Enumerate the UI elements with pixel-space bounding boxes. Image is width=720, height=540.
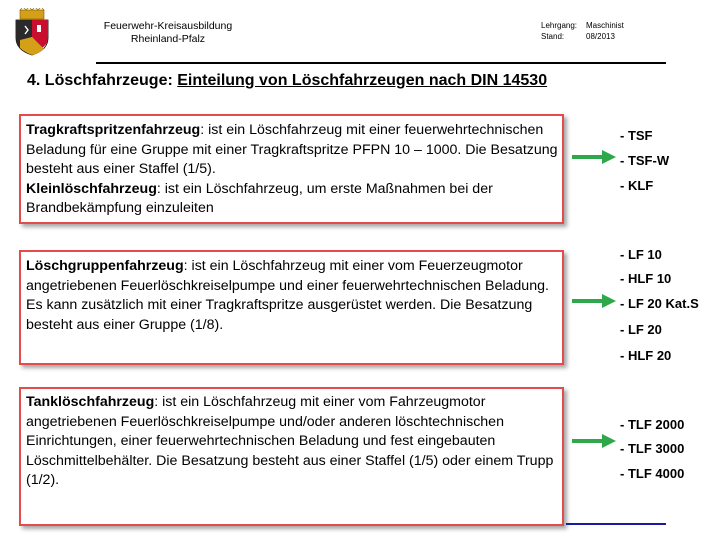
term-lf: Löschgruppenfahrzeug [26,258,184,274]
definition-tlf: : ist ein Löschfahrzeug mit einer vom Fahrzeugmotor angetriebenen Feuerlöschkreiselpumpe und/oder anderen löschtechnischen Einrichtungen, einer feuerwehrtechnischen Beladung und fest eingebauten Löschmittelbehälter. Die Besatzung besteht aus einer Staffel (1/5) oder einem Trupp (1/2). [26,394,554,489]
arrow-right-icon [572,434,616,448]
vehicle-tlf3000: - TLF 3000 [620,441,685,456]
vehicle-tlf4000: - TLF 4000 [620,466,685,481]
vehicle-lf10: - LF 10 [620,247,662,262]
vehicle-hlf20: - HLF 20 [620,348,672,363]
section-text-tlf [26,393,561,491]
term-tsf: Tragkraftspritzenfahrzeug [26,122,201,138]
course-label: Lehrgang: [541,21,578,30]
vehicle-tlf2000: - TLF 2000 [620,417,685,432]
definition-klf: : ist ein Löschfahrzeug, um erste Maßnahmen bei der Brandbekämpfung einzuleiten [26,180,493,217]
arrow-right-icon [572,294,616,308]
vehicle-hlf10: - HLF 10 [620,271,672,286]
course-value: Maschinist [586,21,624,30]
term-klf: Kleinlöschfahrzeug [26,180,157,197]
header-divider [96,62,666,64]
title-prefix: 4. Löschfahrzeuge: [27,72,178,89]
vehicle-tsf-w: - TSF-W [620,153,670,168]
definition-lf: : ist ein Löschfahrzeug mit einer vom Feuerzeugmotor angetriebenen Feuerlöschkreiselpumpe und einer feuerwehrtechnischen Beladung. Es kann zusätzlich mit einer Tragkraftspritze ausgerüstet werden. Die Besatzung besteht aus einer Gruppe (1/8). [26,258,549,333]
arrow-right-icon [572,150,616,164]
status-label: Stand: [541,32,565,41]
vehicle-klf: - KLF [620,178,654,193]
org-name-line1: Feuerwehr-Kreisausbildung [103,20,233,32]
section-text-lf [26,257,561,335]
footer-divider [566,523,666,525]
vehicle-tsf: - TSF [620,128,653,143]
org-name-line2: Rheinland-Pfalz [130,33,206,45]
rheinland-pfalz-crest-icon [14,8,50,56]
vehicle-lf20-kats: - LF 20 Kat.S [620,296,699,311]
page-title [27,72,547,90]
term-tlf: Tanklöschfahrzeug [26,394,155,410]
section-text-tsf [26,121,561,219]
vehicle-lf20: - LF 20 [620,322,662,337]
title-underlined: Einteilung von Löschfahrzeugen nach DIN 14530 [177,72,548,89]
status-value: 08/2013 [586,32,615,41]
definition-tsf: : ist ein Löschfahrzeug mit einer feuerwehrtechnischen Beladung für eine Gruppe mit einer Tragkraftspritze PFPN 10 – 1000. Die Besatzung besteht aus einer Staffel (1/5). [26,122,558,178]
